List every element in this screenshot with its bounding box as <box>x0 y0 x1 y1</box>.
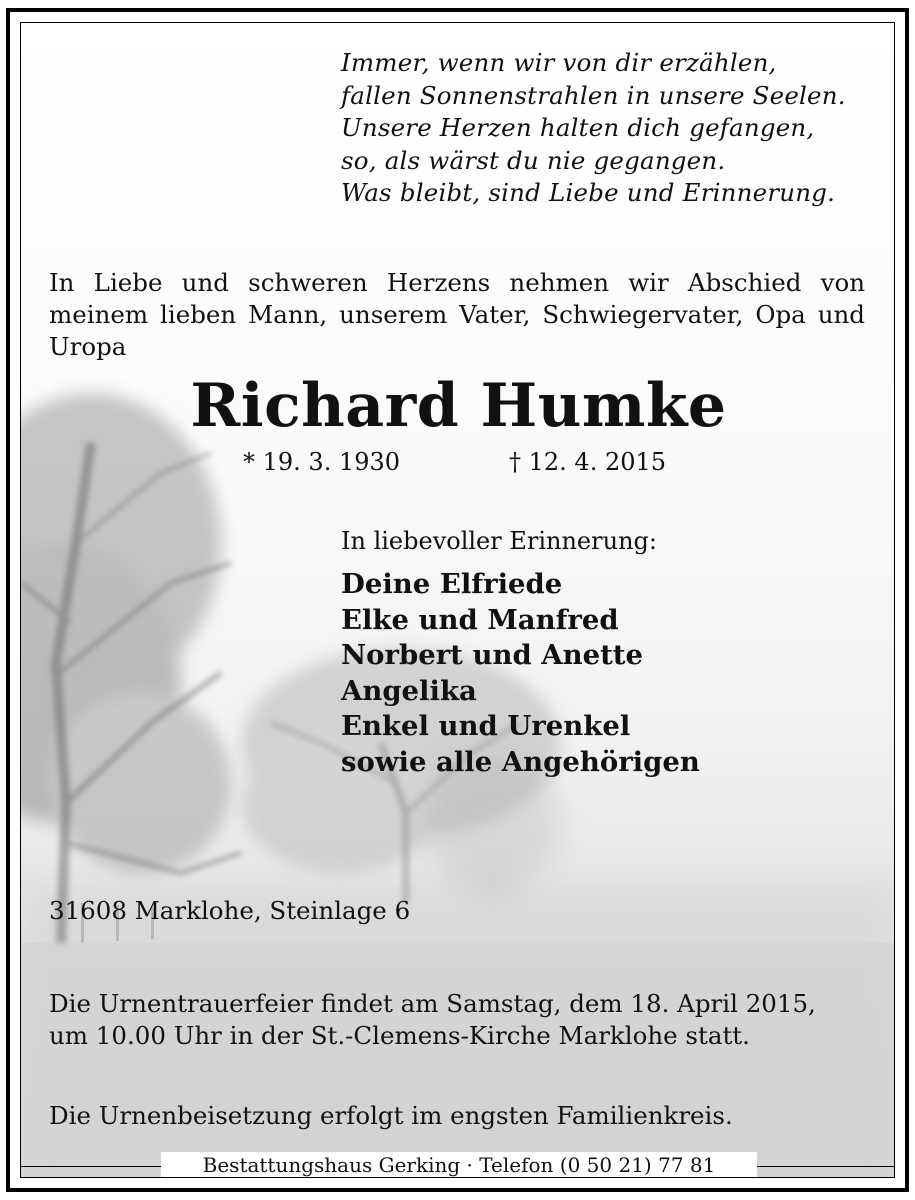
burial-notice: Die Urnenbeisetzung erfolgt im engsten Familienkreis. <box>49 1101 733 1130</box>
ceremony-notice <box>49 988 816 1052</box>
intro-line: Uropa <box>49 332 127 361</box>
intro-paragraph <box>49 267 865 363</box>
poem-line: so, als wärst du nie gegangen. <box>341 145 726 175</box>
poem <box>341 47 846 210</box>
intro-line: In Liebe und schweren Herzens nehmen wir Abschied von <box>49 268 865 297</box>
ceremony-line: um 10.00 Uhr in der St.-Clemens-Kirche Marklohe statt. <box>49 1021 750 1050</box>
memory-label: In liebevoller Erinnerung: <box>341 527 657 555</box>
death-date: † 12. 4. 2015 <box>509 448 667 476</box>
signer: Enkel und Urenkel <box>341 710 631 742</box>
ceremony-line: Die Urnentrauerfeier findet am Samstag, dem 18. April 2015, <box>49 989 816 1018</box>
signer: sowie alle Angehörigen <box>341 745 700 778</box>
address: 31608 Marklohe, Steinlage 6 <box>49 896 411 925</box>
inner-border <box>20 22 895 1178</box>
deceased-name: Richard Humke <box>190 371 727 441</box>
signer: Elke und Manfred <box>341 603 619 636</box>
intro-line: meinem lieben Mann, unserem Vater, Schwiegervater, Opa und <box>49 300 865 329</box>
funeral-home-footer: Bestattungshaus Gerking · Telefon (0 50 21) 77 81 <box>161 1152 757 1178</box>
poem-line: fallen Sonnenstrahlen in unsere Seelen. <box>341 80 846 110</box>
poem-line: Was bleibt, sind Liebe und Erinnerung. <box>341 178 836 207</box>
signer: Deine Elfriede <box>341 568 563 600</box>
signer: Norbert und Anette <box>341 639 643 671</box>
birth-date: * 19. 3. 1930 <box>243 448 401 476</box>
signer: Angelika <box>341 674 477 707</box>
poem-line: Unsere Herzen halten dich gefangen, <box>341 113 815 142</box>
poem-line: Immer, wenn wir von dir erzählen, <box>341 48 777 77</box>
signers-list <box>341 567 700 780</box>
